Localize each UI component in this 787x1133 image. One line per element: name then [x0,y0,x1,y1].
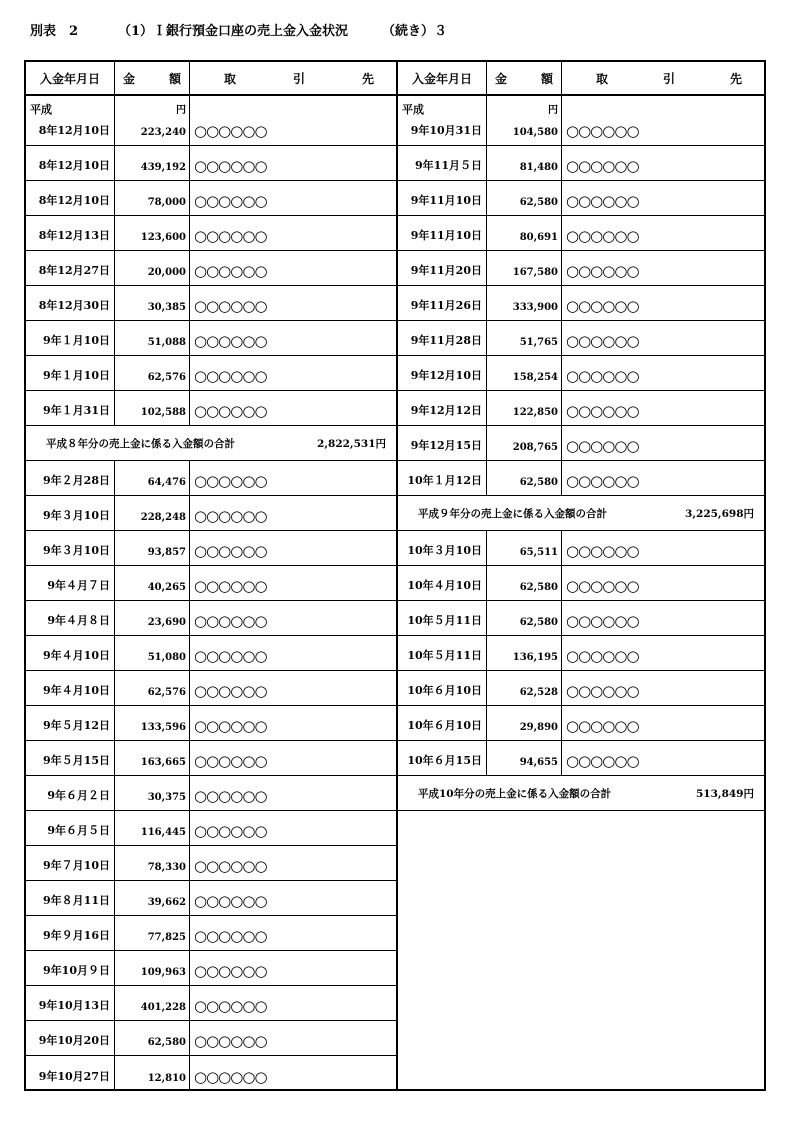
col-client-header [190,62,396,94]
client-cell: ○○○○○○ [194,472,267,490]
date-cell: 9年５月12日 [26,706,115,740]
table-row [398,426,764,461]
continued-label: （続き）３ [382,24,448,39]
client-cell: ○○○○○○ [566,157,639,175]
date-cell: 9年８月11日 [26,881,115,915]
amount-cell: 62,580 [487,601,562,635]
table-row [26,741,396,776]
amount-cell: 51,088 [115,321,190,355]
col-amount-header-b: 額 [540,71,553,86]
table-row [26,391,396,426]
table-row [26,496,396,531]
amount-cell: 51,765 [487,321,562,355]
amount-cell: 333,900 [487,286,562,320]
col-amount-header [487,62,562,94]
amount-cell: 40,265 [115,566,190,600]
left-deposit-table [24,60,398,1091]
amount-cell: 208,765 [487,426,562,460]
date-cell: 8年12月13日 [26,216,115,250]
amount-cell: 228,248 [115,496,190,530]
amount-cell: 62,580 [487,181,562,215]
date-cell: 9年11月28日 [398,321,487,355]
table-row [398,636,764,671]
client-cell: ○○○○○○ [566,612,639,630]
table-row [26,181,396,216]
client-cell: ○○○○○○ [194,507,267,525]
amount-cell [487,96,562,145]
client-cell: ○○○○○○ [566,227,639,245]
amount-cell: 12,810 [115,1056,190,1091]
date-cell: 9年６月５日 [26,811,115,845]
date-cell: 8年12月27日 [26,251,115,285]
amount-cell: 30,375 [115,776,190,810]
date-cell: 9年４月10日 [26,671,115,705]
col-client-header-c: 先 [729,71,742,86]
date-cell: 8年12月10日 [26,146,115,180]
table-row [26,951,396,986]
date-value: 8年12月10日 [38,124,110,137]
client-cell: ○○○○○○ [194,997,267,1015]
amount-value: 223,240 [140,127,186,138]
client-cell: ○○○○○○ [194,1032,267,1050]
date-cell: 9年10月20日 [26,1021,115,1055]
date-cell: 9年11月10日 [398,216,487,250]
date-cell: 9年１月10日 [26,356,115,390]
amount-cell: 94,655 [487,741,562,775]
date-cell: 10年６月15日 [398,741,487,775]
client-cell: ○○○○○○ [566,577,639,595]
client-cell: ○○○○○○ [566,717,639,735]
total-label: 平成10年分の売上金に係る入金額の合計 [418,787,612,800]
col-amount-header-a: 金 [123,71,136,86]
amount-cell: 65,511 [487,531,562,565]
amount-cell: 62,576 [115,671,190,705]
amount-cell: 109,963 [115,951,190,985]
table-row [26,286,396,321]
table-row [398,566,764,601]
date-cell: 9年５月15日 [26,741,115,775]
era-label: 平成 [402,103,424,116]
table-header-row [398,62,764,96]
client-cell: ○○○○○○ [194,682,267,700]
total-value: 2,822,531円 [317,437,386,450]
table-row [26,706,396,741]
client-cell: ○○○○○○ [194,962,267,980]
date-cell: 9年７月10日 [26,846,115,880]
date-cell: 9年12月15日 [398,426,487,460]
amount-cell: 62,576 [115,356,190,390]
client-cell: ○○○○○○ [194,927,267,945]
client-cell: ○○○○○○ [566,647,639,665]
date-cell: 9年６月２日 [26,776,115,810]
amount-cell: 78,330 [115,846,190,880]
amount-cell: 133,596 [115,706,190,740]
client-cell: ○○○○○○ [194,122,267,140]
table-row [26,96,396,146]
amount-cell: 64,476 [115,461,190,495]
date-cell: 10年５月11日 [398,601,487,635]
table-row [398,181,764,216]
client-cell: ○○○○○○ [566,472,639,490]
client-cell: ○○○○○○ [194,577,267,595]
client-cell: ○○○○○○ [194,192,267,210]
table-row [26,671,396,706]
client-cell: ○○○○○○ [194,752,267,770]
client-cell: ○○○○○○ [194,542,267,560]
col-client-header-a: 取 [596,71,609,86]
date-cell: 9年11月20日 [398,251,487,285]
amount-cell: 77,825 [115,916,190,950]
client-cell: ○○○○○○ [566,297,639,315]
date-cell [26,96,115,145]
page-title: （1）Ｉ銀行預金口座の売上金入金状況 [118,24,349,39]
col-client-header-a: 取 [224,71,237,86]
amount-cell: 23,690 [115,601,190,635]
client-cell: ○○○○○○ [566,262,639,280]
date-cell: 9年３月10日 [26,531,115,565]
client-cell: ○○○○○○ [566,752,639,770]
table-row [26,251,396,286]
date-cell: 9年11月５日 [398,146,487,180]
table-row [398,391,764,426]
amount-cell: 30,385 [115,286,190,320]
date-cell: 10年３月10日 [398,531,487,565]
amount-cell: 136,195 [487,636,562,670]
col-amount-header-b: 額 [168,71,181,86]
table-row [26,146,396,181]
client-cell: ○○○○○○ [194,367,267,385]
table-label: 別表 2 [30,24,79,39]
amount-cell: 62,580 [487,566,562,600]
date-cell: 9年10月27日 [26,1056,115,1091]
table-row [26,881,396,916]
amount-cell: 29,890 [487,706,562,740]
client-cell: ○○○○○○ [566,122,639,140]
col-client-header-b: 引 [662,71,675,86]
amount-cell: 116,445 [115,811,190,845]
date-cell: 9年１月10日 [26,321,115,355]
client-cell: ○○○○○○ [194,227,267,245]
table-row [26,566,396,601]
total-row [26,426,396,461]
table-row [26,356,396,391]
client-cell: ○○○○○○ [194,822,267,840]
table-row [398,531,764,566]
client-cell: ○○○○○○ [566,542,639,560]
amount-cell: 20,000 [115,251,190,285]
col-client-header-b: 引 [292,71,305,86]
total-row [398,496,764,531]
amount-cell: 93,857 [115,531,190,565]
amount-cell: 439,192 [115,146,190,180]
total-value: 3,225,698円 [685,507,754,520]
date-cell: 9年11月10日 [398,181,487,215]
col-amount-header-a: 金 [495,71,508,86]
client-cell: ○○○○○○ [194,157,267,175]
date-cell: 10年５月11日 [398,636,487,670]
table-row [26,1021,396,1056]
date-cell: 9年４月７日 [26,566,115,600]
client-cell: ○○○○○○ [194,787,267,805]
blank-area [398,811,764,1051]
table-row [398,216,764,251]
client-cell: ○○○○○○ [194,647,267,665]
right-deposit-table [396,60,766,1091]
table-row [398,96,764,146]
date-value: 9年10月31日 [410,124,482,137]
date-cell: 9年12月10日 [398,356,487,390]
col-client-header [562,62,764,94]
client-cell: ○○○○○○ [566,332,639,350]
amount-value: 104,580 [512,127,558,138]
client-cell: ○○○○○○ [194,262,267,280]
date-cell: 9年10月13日 [26,986,115,1020]
col-date-header: 入金年月日 [398,62,487,94]
date-cell: 9年９月16日 [26,916,115,950]
table-row [26,846,396,881]
client-cell: ○○○○○○ [566,192,639,210]
table-row [26,986,396,1021]
client-cell: ○○○○○○ [194,857,267,875]
date-cell [398,96,487,145]
table-row [398,706,764,741]
amount-cell: 81,480 [487,146,562,180]
yen-unit: 円 [176,105,186,116]
table-row [26,776,396,811]
col-client-header-c: 先 [361,71,374,86]
date-cell: 9年４月10日 [26,636,115,670]
amount-cell: 80,691 [487,216,562,250]
date-cell: 10年４月10日 [398,566,487,600]
date-cell: 9年３月10日 [26,496,115,530]
col-amount-header [115,62,190,94]
table-row [26,916,396,951]
client-cell: ○○○○○○ [194,612,267,630]
table-row [398,671,764,706]
client-cell: ○○○○○○ [194,1068,267,1086]
table-row [26,636,396,671]
table-row [398,356,764,391]
amount-cell: 62,580 [115,1021,190,1055]
date-cell: 9年１月31日 [26,391,115,425]
total-label: 平成８年分の売上金に係る入金額の合計 [46,437,235,450]
table-row [398,741,764,776]
client-cell: ○○○○○○ [194,402,267,420]
client-cell: ○○○○○○ [566,402,639,420]
date-cell: 10年１月12日 [398,461,487,495]
table-row [398,601,764,636]
date-cell: 9年４月８日 [26,601,115,635]
amount-cell [115,96,190,145]
era-label: 平成 [30,103,52,116]
table-row [26,531,396,566]
client-cell: ○○○○○○ [194,892,267,910]
date-cell: 8年12月10日 [26,181,115,215]
amount-cell: 163,665 [115,741,190,775]
yen-unit: 円 [548,105,558,116]
table-row [26,1056,396,1091]
table-row [398,461,764,496]
date-cell: 10年６月10日 [398,706,487,740]
total-label: 平成９年分の売上金に係る入金額の合計 [418,507,607,520]
table-row [398,146,764,181]
total-value: 513,849円 [696,787,754,800]
table-row [26,601,396,636]
client-cell: ○○○○○○ [566,367,639,385]
date-cell: 9年12月12日 [398,391,487,425]
client-cell: ○○○○○○ [566,437,639,455]
client-cell: ○○○○○○ [194,717,267,735]
client-cell: ○○○○○○ [566,682,639,700]
table-row [398,321,764,356]
col-date-header: 入金年月日 [26,62,115,94]
amount-cell: 62,528 [487,671,562,705]
amount-cell: 62,580 [487,461,562,495]
date-cell: 10年６月10日 [398,671,487,705]
amount-cell: 122,850 [487,391,562,425]
table-row [398,286,764,321]
table-row [26,461,396,496]
amount-cell: 39,662 [115,881,190,915]
date-cell: 9年10月９日 [26,951,115,985]
table-row [26,811,396,846]
table-header-row [26,62,396,96]
total-row [398,776,764,811]
date-cell: 9年11月26日 [398,286,487,320]
date-cell: 8年12月30日 [26,286,115,320]
amount-cell: 158,254 [487,356,562,390]
client-cell: ○○○○○○ [194,297,267,315]
amount-cell: 167,580 [487,251,562,285]
amount-cell: 51,080 [115,636,190,670]
amount-cell: 123,600 [115,216,190,250]
table-row [26,216,396,251]
date-cell: 9年２月28日 [26,461,115,495]
amount-cell: 401,228 [115,986,190,1020]
table-row [26,321,396,356]
amount-cell: 78,000 [115,181,190,215]
table-row [398,251,764,286]
client-cell: ○○○○○○ [194,332,267,350]
amount-cell: 102,588 [115,391,190,425]
